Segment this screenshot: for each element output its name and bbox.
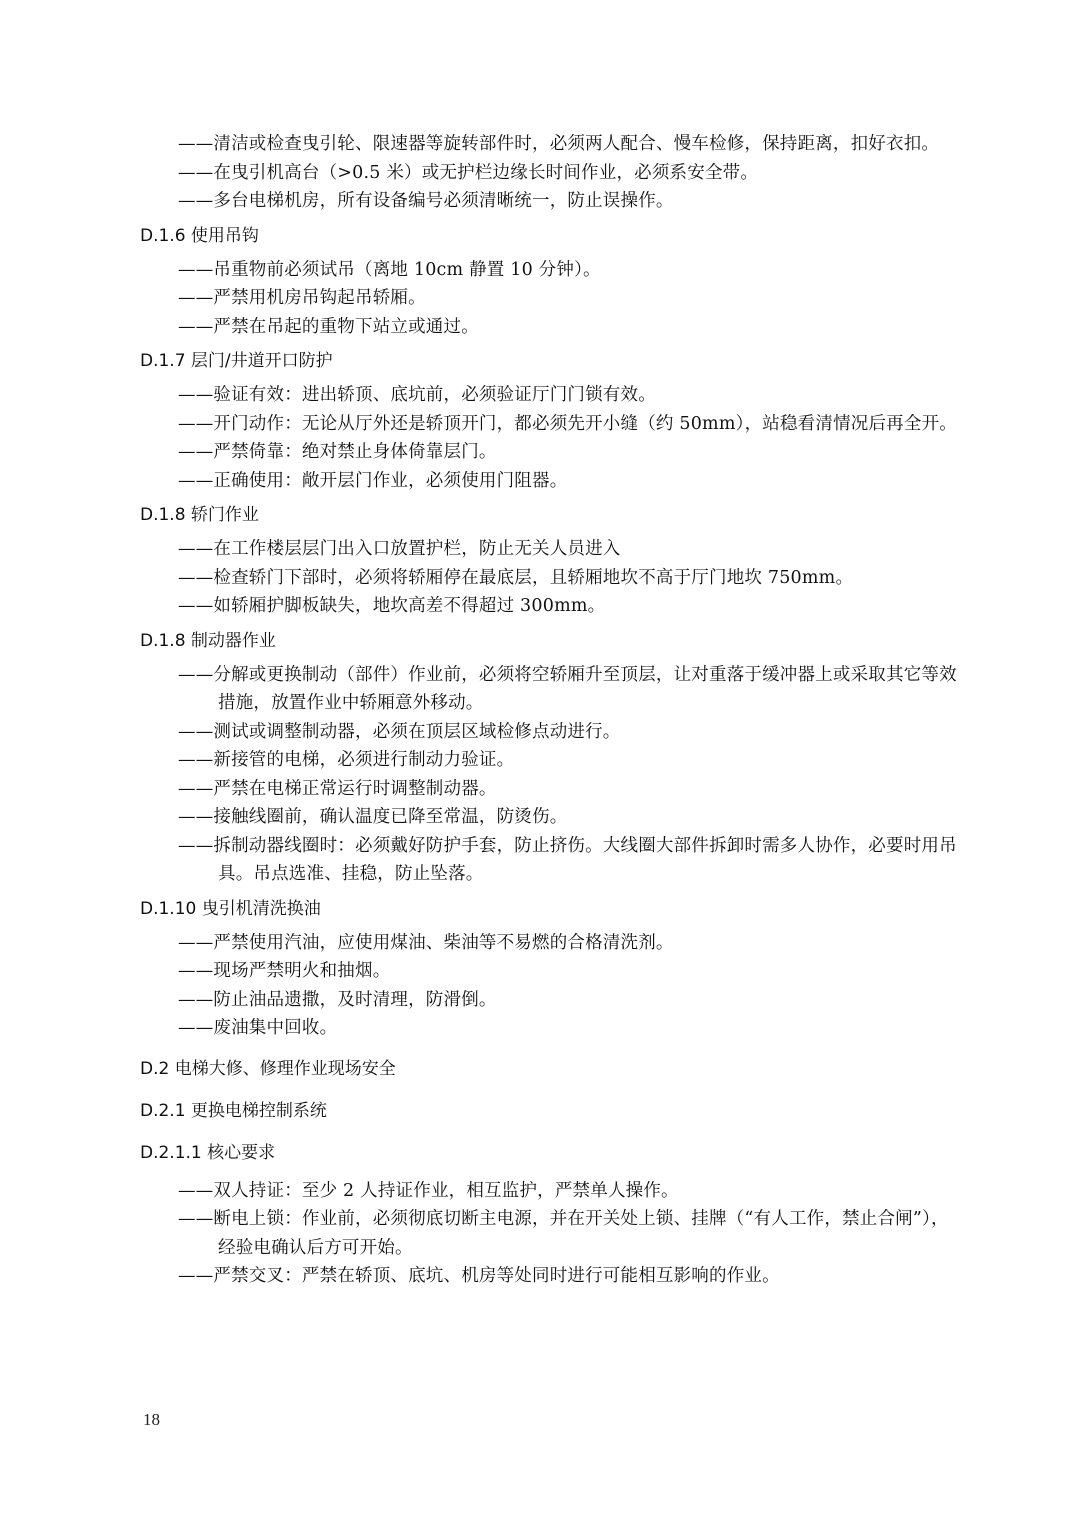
- list-item: ——测试或调整制动器，必须在顶层区域检修点动进行。: [178, 721, 621, 742]
- list-item: ——在工作楼层层门出入口放置护栏，防止无关人员进入: [178, 539, 621, 559]
- section-heading: D.1.6 使用吊钩: [140, 225, 259, 246]
- section-heading: D.1.8 制动器作业: [140, 630, 276, 651]
- list-item: ——双人持证：至少 2 人持证作业，相互监护，严禁单人操作。: [178, 1180, 679, 1201]
- list-item: ——废油集中回收。: [178, 1018, 338, 1038]
- section-d-1-6: [140, 222, 960, 342]
- list-item: ——分解或更换制动（部件）作业前，必须将空轿厢升至顶层，让对重落于缓冲器上或采取其它等效措施，放置作业中轿厢意外移动。: [178, 664, 957, 713]
- section-d-1-7: [140, 347, 960, 495]
- section-d-1-10: [140, 895, 960, 1043]
- section-d-1-8-brake: [140, 627, 960, 889]
- list-item: ——严禁倚靠：绝对禁止身体倚靠层门。: [178, 442, 497, 462]
- list-item: ——拆制动器线圈时：必须戴好防护手套，防止挤伤。大线圈大部件拆卸时需多人协作，必要时用吊具。吊点选准、挂稳，防止坠落。: [178, 835, 957, 884]
- intro-list: [140, 130, 960, 216]
- list-item: ——断电上锁：作业前，必须彻底切断主电源，并在开关处上锁、挂牌（“有人工作，禁止合闸”），经验电确认后方可开始。: [178, 1209, 949, 1258]
- list-item: ——在曳引机高台（>0.5 米）或无护栏边缘长时间作业，必须系安全带。: [178, 162, 759, 183]
- list-item: ——新接管的电梯，必须进行制动力验证。: [178, 750, 515, 770]
- list-item: ——检查轿门下部时，必须将轿厢停在最底层，且轿厢地坎不高于厅门地坎 750mm。: [178, 567, 854, 588]
- page-number: 18: [143, 1410, 160, 1429]
- list-item: ——吊重物前必须试吊（离地 10cm 静置 10 分钟）。: [178, 259, 601, 280]
- list-item: ——严禁在吊起的重物下站立或通过。: [178, 316, 479, 337]
- subsub-heading: D.2.1.1 核心要求: [140, 1142, 276, 1163]
- list-item: ——验证有效：进出轿顶、底坑前，必须验证厅门门锁有效。: [178, 385, 656, 405]
- list-item: ——开门动作：无论从厅外还是轿顶开门，都必须先开小缝（约 50mm），站稳看清情况后再全开。: [178, 413, 957, 434]
- list-item: ——接触线圈前，确认温度已降至常温，防烫伤。: [178, 807, 568, 827]
- section-d-1-8-car-door: [140, 501, 960, 621]
- section-heading: D.1.7 层门/井道开口防护: [140, 351, 333, 371]
- major-heading: D.2 电梯大修、修理作业现场安全: [140, 1058, 396, 1079]
- list-item: ——多台电梯机房，所有设备编号必须清晰统一，防止误操作。: [178, 191, 674, 211]
- list-item: ——正确使用：敞开层门作业，必须使用门阻器。: [178, 470, 568, 491]
- page-content: [140, 130, 960, 1291]
- list-item: ——严禁在电梯正常运行时调整制动器。: [178, 778, 497, 799]
- list-item: ——清洁或检查曳引轮、限速器等旋转部件时，必须两人配合、慢车检修，保持距离，扣好衣扣。: [178, 134, 940, 154]
- section-heading: D.1.10 曳引机清洗换油: [140, 898, 321, 919]
- list-item: ——防止油品遗撒，及时清理，防滑倒。: [178, 989, 497, 1010]
- list-item: ——严禁使用汽油，应使用煤油、柴油等不易燃的合格清洗剂。: [178, 932, 674, 953]
- list-item: ——如轿厢护脚板缺失，地坎高差不得超过 300mm。: [178, 596, 606, 616]
- list-item: ——现场严禁明火和抽烟。: [178, 961, 391, 981]
- list-item: ——严禁用机房吊钩起吊轿厢。: [178, 288, 426, 308]
- core-requirements-list: [140, 1177, 960, 1291]
- sub-heading: D.2.1 更换电梯控制系统: [140, 1100, 327, 1121]
- list-item: ——严禁交叉：严禁在轿顶、底坑、机房等处同时进行可能相互影响的作业。: [178, 1266, 780, 1286]
- section-heading: D.1.8 轿门作业: [140, 505, 259, 525]
